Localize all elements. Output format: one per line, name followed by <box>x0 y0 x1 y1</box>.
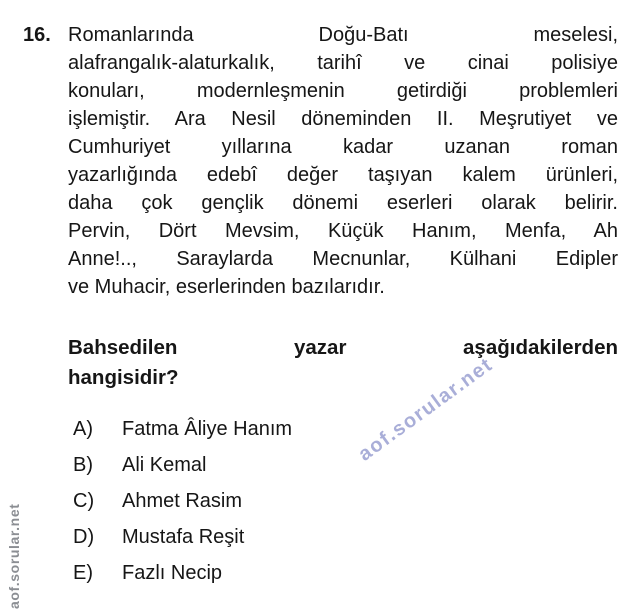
option-letter: A) <box>73 418 93 440</box>
option-text: Fatma Âliye Hanım <box>122 418 293 440</box>
question-body-line: Pervin, Dört Mevsim, Küçük Hanım, Menfa, Ah <box>68 220 618 242</box>
question-body-line: alafrangalık-alaturkalık, tarihî ve cinai polisiye <box>68 52 618 74</box>
option-text: Fazlı Necip <box>122 562 223 585</box>
question-body-line: Romanlarında Doğu-Batı meselesi, <box>68 24 618 46</box>
question-body-line: ve Muhacir, eserlerinden bazılarıdır. <box>68 276 385 298</box>
question-prompt <box>68 333 618 393</box>
question-body-line: yazarlığında edebî değer taşıyan kalem ürünleri, <box>68 164 618 186</box>
question-body-line: Anne!.., Saraylarda Mecnunlar, Külhani Edipler <box>68 248 618 270</box>
question-prompt-line: Bahsedilen yazar aşağıdakilerden <box>68 336 618 359</box>
options-list <box>73 415 292 595</box>
option-row-e <box>73 559 292 595</box>
option-text: Mustafa Reşit <box>122 526 245 549</box>
option-text: Ahmet Rasim <box>122 490 243 513</box>
question-body-line: daha çok gençlik dönemi eserleri olarak belirir. <box>68 192 618 214</box>
question-body-line: işlemiştir. Ara Nesil döneminden II. Meşrutiyet ve <box>68 108 618 130</box>
question-number: 16. <box>23 24 51 46</box>
option-letter: E) <box>73 562 93 585</box>
question-prompt-line: hangisidir? <box>68 366 179 389</box>
option-letter: D) <box>73 526 95 549</box>
option-letter: B) <box>73 454 93 477</box>
option-row-b <box>73 451 292 487</box>
option-row-a <box>73 415 292 451</box>
watermark-diagonal: aof.sorular.net <box>354 353 498 466</box>
option-row-d <box>73 523 292 559</box>
option-text: Ali Kemal <box>122 454 207 477</box>
question-body-line: konuları, modernleşmenin getirdiği problemleri <box>68 80 618 102</box>
question-body <box>68 21 618 301</box>
option-row-c <box>73 487 292 523</box>
option-letter: C) <box>73 490 95 513</box>
question-body-line: Cumhuriyet yıllarına kadar uzanan roman <box>68 136 618 158</box>
watermark-left-vertical: aof.sorular.net <box>6 503 22 609</box>
